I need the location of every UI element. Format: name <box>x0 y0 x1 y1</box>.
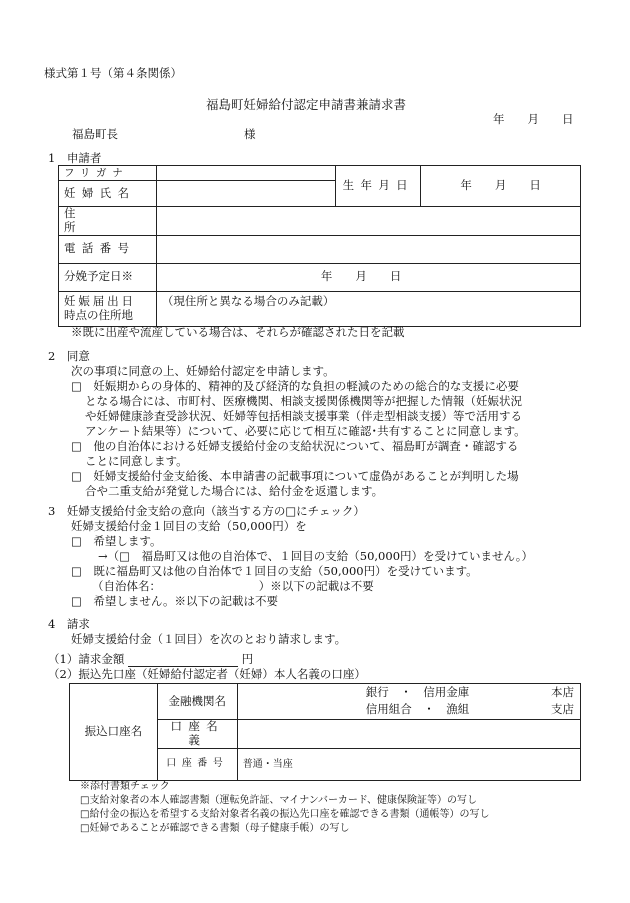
consent-intro: 次の事項に同意の上、妊婦給付認定を申請します。 <box>71 364 335 378</box>
holder-label: 口座名義 <box>157 720 237 749</box>
consent-item-3-line2: 合や二重支給が発覚した場合には、給付金を返還します。 <box>85 484 384 498</box>
address-label-text: 住所 <box>64 206 114 234</box>
attachment-item-3[interactable]: □妊婦であることが確認できる書類（母子健康手帳）の写し <box>80 823 350 834</box>
consent-item-1-line1[interactable]: □ 妊娠期からの身体的、精神的及び経済的な負担の軽減のための総合的な支援に必要 <box>71 379 519 393</box>
phone-label: 電話番号 <box>59 235 157 263</box>
section-claim-heading: 4 請求 <box>48 617 90 631</box>
intent-option-not-received[interactable]: →（□ 福島町又は他の自治体で、１回目の支給（50,000円）を受けていません。） <box>98 549 533 563</box>
consent-item-1-line2: となる場合には、市町村、医療機関、相談支援関係機関等が把握した情報（妊娠状況 <box>85 394 522 408</box>
bank-type-1[interactable]: 銀行 ・ 信用金庫 <box>365 685 470 699</box>
account-table <box>69 683 581 781</box>
honten-label: 本店 <box>551 685 574 699</box>
consent-item-3-line1[interactable]: □ 妊婦支援給付金支給後、本申請書の記載事項について虚偽があることが判明した場 <box>71 469 519 483</box>
applicant-footnote: ※既に出産や流産している場合は、それらが確認された日を記載 <box>71 325 405 339</box>
consent-item-2-line1[interactable]: □ 他の自治体における妊婦支援給付金の支給状況について、福島町が調査・確認する <box>71 439 519 453</box>
account-row-header: 振込口座名 <box>70 684 158 781</box>
furigana-field[interactable] <box>156 166 336 181</box>
account-type[interactable]: 普通・当座 <box>242 759 293 771</box>
pregnancy-address-label <box>59 291 157 326</box>
pregnancy-address-label-line1: 妊娠届出日 <box>64 293 136 308</box>
pregnancy-address-note: （現住所と異なる場合のみ記載） <box>161 293 335 308</box>
due-date-label: 分娩予定日※ <box>59 263 157 291</box>
institution-label: 金融機関名 <box>157 684 237 720</box>
bank-type-2[interactable]: 信用組合 ・ 漁組 <box>365 702 470 716</box>
holder-field[interactable] <box>237 720 580 749</box>
section-applicant-heading: 1 申請者 <box>48 151 102 165</box>
due-date-field[interactable] <box>156 263 580 291</box>
addressee-honorific: 様 <box>244 127 256 141</box>
addressee: 福島町長 <box>72 127 118 141</box>
attachments-heading: ※添付書類チェック <box>80 781 170 792</box>
account-number-field[interactable] <box>237 748 580 780</box>
phone-field[interactable] <box>156 235 580 263</box>
name-field[interactable] <box>156 181 336 207</box>
furigana-label: フリガナ <box>59 166 157 181</box>
applicant-table <box>58 165 581 327</box>
name-label: 妊婦氏名 <box>59 181 157 207</box>
intent-sub: 妊婦支援給付金１回目の支給（50,000円）を <box>71 519 307 533</box>
attachment-item-2[interactable]: □給付金の振込を希望する支給対象者名義の振込先口座を確認できる書類（通帳等）の写し <box>80 809 490 820</box>
application-date[interactable]: 年 月 日 <box>493 112 574 126</box>
consent-item-1-line4: アンケート結果等）について、必要に応じて相互に確認･共有することに同意します。 <box>85 424 526 438</box>
claim-amount-label: （1）請求金額 <box>48 652 125 666</box>
pregnancy-address-field[interactable] <box>156 291 580 326</box>
shiten-label: 支店 <box>551 702 574 716</box>
due-date-value: 年 月 日 <box>320 269 402 284</box>
claim-amount-row <box>48 653 253 667</box>
consent-item-1-line3: や妊婦健康診査受診状況、妊婦等包括相談支援事業（伴走型相談支援）等で活用する <box>85 409 522 423</box>
section-intent-heading: 3 妊婦支援給付金支給の意向（該当する方の□にチェック） <box>48 504 365 518</box>
claim-text: 妊婦支援給付金（１回目）を次のとおり請求します。 <box>71 632 347 646</box>
dob-field[interactable]: 年 月 日 <box>421 166 581 207</box>
claim-amount-unit: 円 <box>241 652 254 666</box>
consent-item-2-line2: ことに同意します。 <box>85 454 188 468</box>
section-consent-heading: 2 同意 <box>48 349 90 363</box>
form-number: 様式第１号（第４条関係） <box>44 66 182 80</box>
intent-option-received[interactable]: □ 既に福島町又は他の自治体で１回目の支給（50,000円）を受けています。 <box>71 564 478 578</box>
intent-option-decline[interactable]: □ 希望しません。※以下の記載は不要 <box>71 594 279 608</box>
claim-account-label: （2）振込先口座（妊婦給付認定者（妊婦）本人名義の口座） <box>48 667 366 681</box>
attachment-item-1[interactable]: □支給対象者の本人確認書類（運転免許証、マイナンバーカード、健康保険証等）の写し <box>80 795 477 806</box>
institution-field[interactable] <box>237 684 580 720</box>
claim-amount-field[interactable] <box>128 655 238 667</box>
page-title: 福島町妊婦給付認定申請書兼請求書 <box>206 97 407 112</box>
pregnancy-address-label-line2: 時点の住所地 <box>64 307 133 322</box>
address-label <box>59 207 157 236</box>
intent-municipality[interactable]: （自治体名： ）※以下の記載は不要 <box>92 579 374 593</box>
intent-option-want[interactable]: □ 希望します。 <box>71 534 162 548</box>
account-number-label: 口座番号 <box>157 748 237 780</box>
address-field[interactable] <box>156 207 580 236</box>
dob-label: 生年月日 <box>336 166 421 207</box>
